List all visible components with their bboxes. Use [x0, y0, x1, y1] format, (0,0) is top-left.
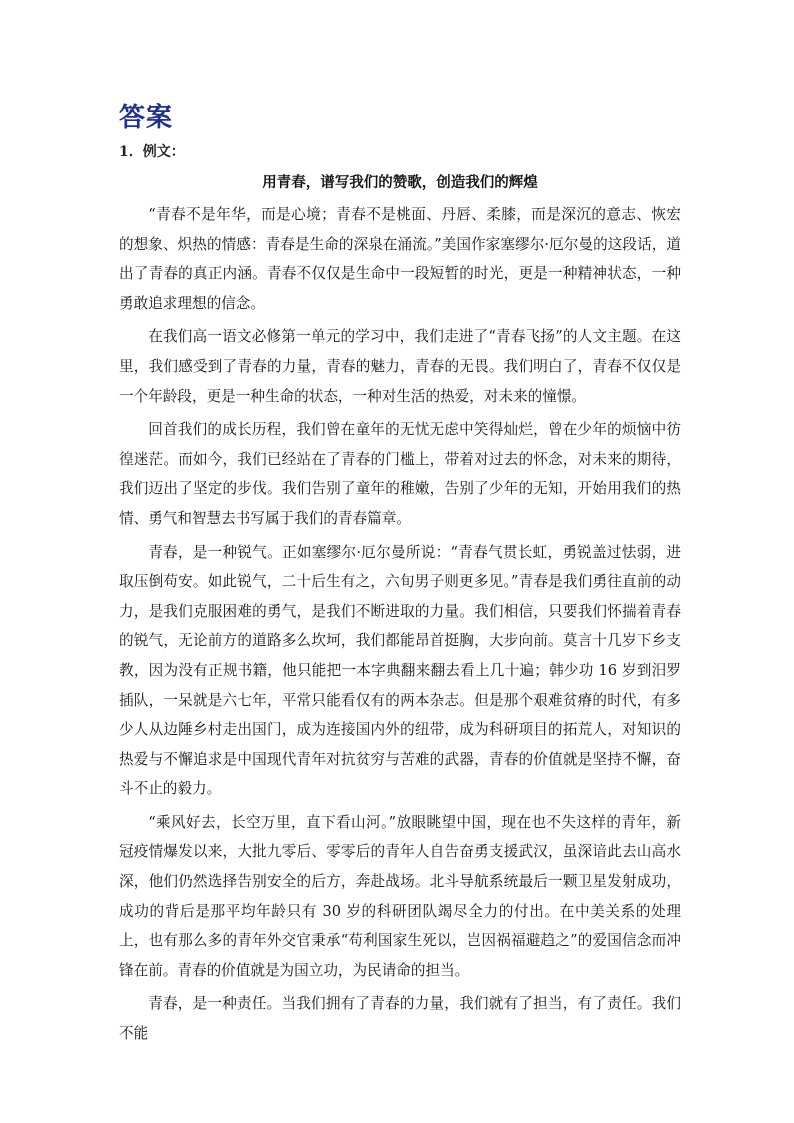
- essay-paragraph: 回首我们的成长历程，我们曾在童年的无忧无虑中笑得灿烂，曾在少年的烦恼中彷徨迷茫。而如今，我们已经站在了青春的门槛上，带着对过去的怀念，对未来的期待，我们迈出了坚定的步伐。我们告别了童年的稚嫩，告别了少年的无知，开始用我们的热情、勇气和智慧去书写属于我们的青春篇章。: [119, 421, 681, 527]
- document-content: [119, 98, 681, 1053]
- essay-paragraph: 青春，是一种锐气。正如塞缪尔·厄尔曼所说：“青春气贯长虹，勇锐盖过怯弱，进取压倒苟安。如此锐气，二十后生有之，六旬男子则更多见。”青春是我们勇往直前的动力，是我们克服困难的勇气，是我们不断进取的力量。我们相信，只要我们怀揣着青春的锐气，无论前方的道路多么坎坷，我们都能昂首挺胸，大步向前。莫言十几岁下乡支教，因为没有正规书籍，他只能把一本字典翻来翻去看上几十遍；韩少功 16 岁到汨罗插队，一呆就是六七年，平常只能看仅有的两本杂志。但是那个艰难贫瘠的时代，有多少人从边陲乡村走出国门，成为连接国内外的纽带，成为科研项目的拓荒人，对知识的热爱与不懈追求是中国现代青年对抗贫穷与苦难的武器，青春的价值就是坚持不懈，奋斗不止的毅力。: [119, 543, 681, 798]
- answer-heading: 答案: [119, 103, 174, 133]
- essay-title: 用青春，谱写我们的赞歌，创造我们的辉煌: [262, 174, 538, 191]
- essay-paragraph: “乘风好去，长空万里，直下看山河。”放眼眺望中国，现在也不失这样的青年，新冠疫情爆发以来，大批九零后、零零后的青年人自告奋勇支援武汉，虽深谙此去山高水深，他们仍然选择告别安全的后方，奔赴战场。北斗导航系统最后一颗卫星发射成功，成功的背后是那平均年龄只有 30 岁的科研团队竭尽全力的付出。在中美关系的处理上，也有那么多的青年外交官秉承“苟利国家生死以，岂因祸福避趋之”的爱国信念而冲锋在前。青春的价值就是为国立功，为民请命的担当。: [119, 813, 681, 979]
- essay-paragraph: “青春不是年华，而是心境；青春不是桃面、丹唇、柔膝，而是深沉的意志、恢宏的想象、炽热的情感：青春是生命的深泉在涌流。”美国作家塞缪尔·厄尔曼的这段话，道出了青春的真正内涵。青春不仅仅是生命中一段短暂的时光，更是一种精神状态，一种勇敢追求理想的信念。: [119, 206, 681, 312]
- question-number-label: 1．例文：: [119, 144, 185, 160]
- essay-paragraph: 青春，是一种责任。当我们拥有了青春的力量，我们就有了担当，有了责任。我们不能: [119, 995, 681, 1043]
- essay-paragraph: 在我们高一语文必修第一单元的学习中，我们走进了“青春飞扬”的人文主题。在这里，我们感受到了青春的力量，青春的魅力，青春的无畏。我们明白了，青春不仅仅是一个年龄段，更是一种生命的状态，一种对生活的热爱，对未来的憧憬。: [119, 328, 681, 405]
